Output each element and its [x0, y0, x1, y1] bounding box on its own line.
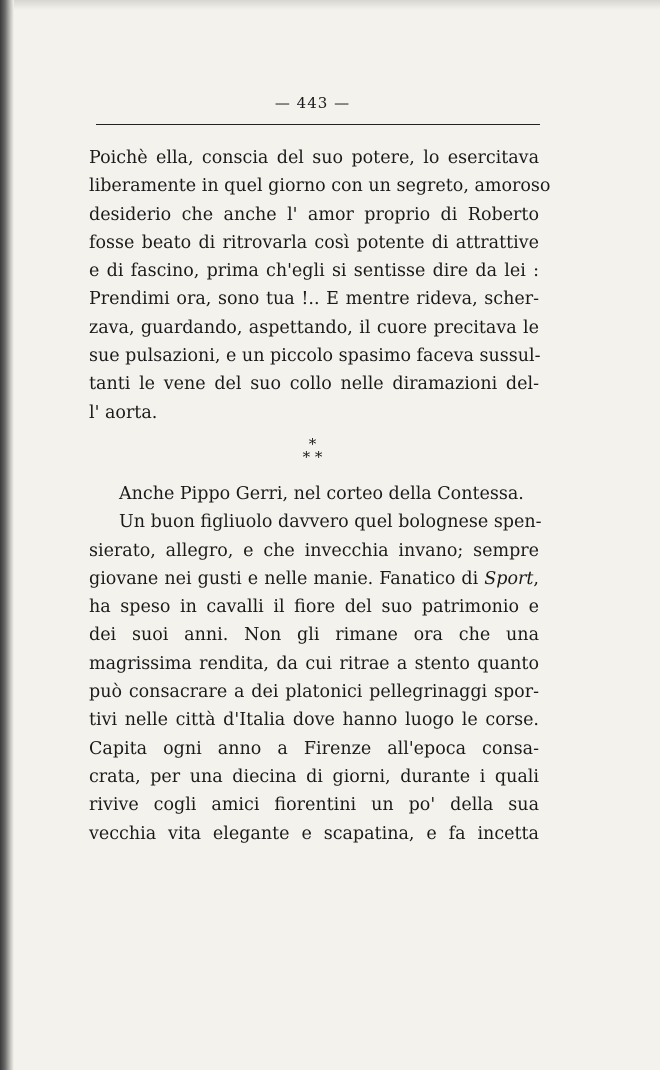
text-line: liberamente in quel giorno con un segreto, amoroso: [89, 176, 551, 197]
text-line: Un buon figliuolo davvero quel bolognese spen-: [119, 512, 542, 533]
text-line: Anche Pippo Gerri, nel corteo della Contessa.: [119, 484, 524, 504]
text-line: tivi nelle città d'Italia dove hanno luogo le corse.: [89, 710, 539, 731]
text-line: Poichè ella, conscia del suo potere, lo esercitava: [89, 148, 539, 168]
text-line: ha speso in cavalli il fiore del suo patrimonio e: [89, 597, 539, 618]
text-line: e di fascino, prima ch'egli si sentisse dire da lei :: [89, 261, 539, 282]
paragraph-1: [89, 144, 551, 427]
text-line: tanti le vene del suo collo nelle diramazioni del-: [89, 374, 539, 395]
section-separator-asterism: [0, 435, 625, 466]
text-line: magrissima rendita, da cui ritrae a stento quanto: [89, 653, 539, 674]
header-rule: [96, 124, 540, 125]
text-line: fosse beato di ritrovarla così potente di attrattive: [89, 232, 539, 253]
text-line: l' aorta.: [89, 402, 158, 423]
text-line: sue pulsazioni, e un piccolo spasimo faceva sussul-: [89, 346, 541, 367]
page-number: — 443 —: [274, 94, 351, 112]
text-line: sierato, allegro, e che invecchia invano; sempre: [89, 540, 539, 561]
text-line: può consacrare a dei platonici pellegrinaggi spor-: [89, 682, 539, 703]
text-line: Prendimi ora, sono tua !.. E mentre rideva, scher-: [89, 289, 539, 310]
text-line: zava, guardando, aspettando, il cuore precitava le: [89, 317, 539, 338]
asterism-top: *: [308, 435, 317, 453]
text-line: dei suoi anni. Non gli rimane ora che una: [89, 625, 539, 646]
text-line: crata, per una diecina di giorni, durante i quali: [89, 766, 539, 787]
text-line: vecchia vita elegante e scapatina, e fa incetta: [89, 823, 539, 844]
text-line: desiderio che anche l' amor proprio di Roberto: [89, 204, 539, 225]
paragraph-2: [89, 480, 542, 848]
page-top-edge: [0, 0, 660, 10]
text-line: giovane nei gusti e nelle manie. Fanatico di Sport,: [89, 568, 539, 589]
text-line: Capita ogni anno a Firenze all'epoca consa-: [89, 738, 539, 759]
asterism-bottom: * *: [302, 448, 323, 466]
text-line: rivive cogli amici fiorentini un po' della sua: [89, 795, 539, 816]
book-binding-edge: [0, 0, 14, 1070]
